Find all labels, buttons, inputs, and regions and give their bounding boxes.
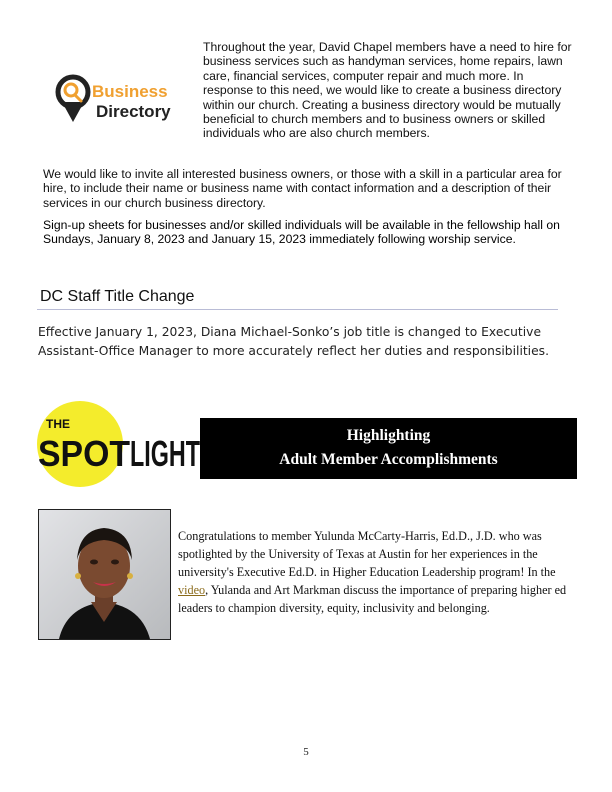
spotlight-heading: Highlighting xyxy=(346,427,431,444)
business-directory-intro: Throughout the year, David Chapel members have a need to hire for business services such as handyman services, home repairs, lawn care, financial services, computer repair and much more. In response to this need, we would like to create a business directory within our church. Creating a business directory would be mutually beneficial to church members and to business owners or skilled individuals who are also church members. xyxy=(203,40,572,141)
business-directory-logo xyxy=(52,66,184,130)
congrats-text-start: Congratulations to member Yulunda McCarty-Harris, Ed.D., J.D. who was spotlighted by the University of Texas at Austin for her experiences in the university's Executive Ed.D. in Higher Education Leadership program! In the xyxy=(178,529,556,579)
spotlight-subheading: Adult Member Accomplishments xyxy=(279,451,498,468)
portrait-image xyxy=(39,510,170,639)
spotlight-logo-light: LIGHT xyxy=(130,433,201,474)
spotlight-logo xyxy=(36,398,206,490)
spotlight-logo-spot: SPOT xyxy=(38,433,131,474)
logo-word-directory: Directory xyxy=(96,102,171,121)
video-link[interactable]: video xyxy=(178,583,206,597)
page-number: 5 xyxy=(303,746,309,758)
section-divider xyxy=(37,309,558,310)
signup-announcement: Sign-up sheets for businesses and/or skilled individuals will be available in the fellowship hall on Sundays, January 8, 2023 and January 15, 2023 immediately following worship service. xyxy=(43,218,560,247)
spotlight-banner xyxy=(200,418,577,479)
congrats-text-end: , Yulanda and Art Markman discuss the importance of preparing higher ed leaders to champion diversity, equity, inclusivity and belonging. xyxy=(178,583,567,615)
member-portrait-photo xyxy=(38,509,171,640)
logo-word-business: Business xyxy=(92,82,168,101)
member-congratulations-text xyxy=(178,527,574,617)
spotlight-logo-the: THE xyxy=(46,417,70,431)
business-directory-invite: We would like to invite all interested business owners, or those with a skill in a particular area for hire, to include their name or business name with contact information and a description of their services in our church business directory. xyxy=(43,167,562,210)
spotlight-emblem xyxy=(36,398,206,490)
staff-section-body: Effective January 1, 2023, Diana Michael-Sonko’s job title is changed to Executive Assistant-Office Manager to more accurately reflect her duties and responsibilities. xyxy=(38,325,549,358)
staff-section-title: DC Staff Title Change xyxy=(40,288,195,305)
